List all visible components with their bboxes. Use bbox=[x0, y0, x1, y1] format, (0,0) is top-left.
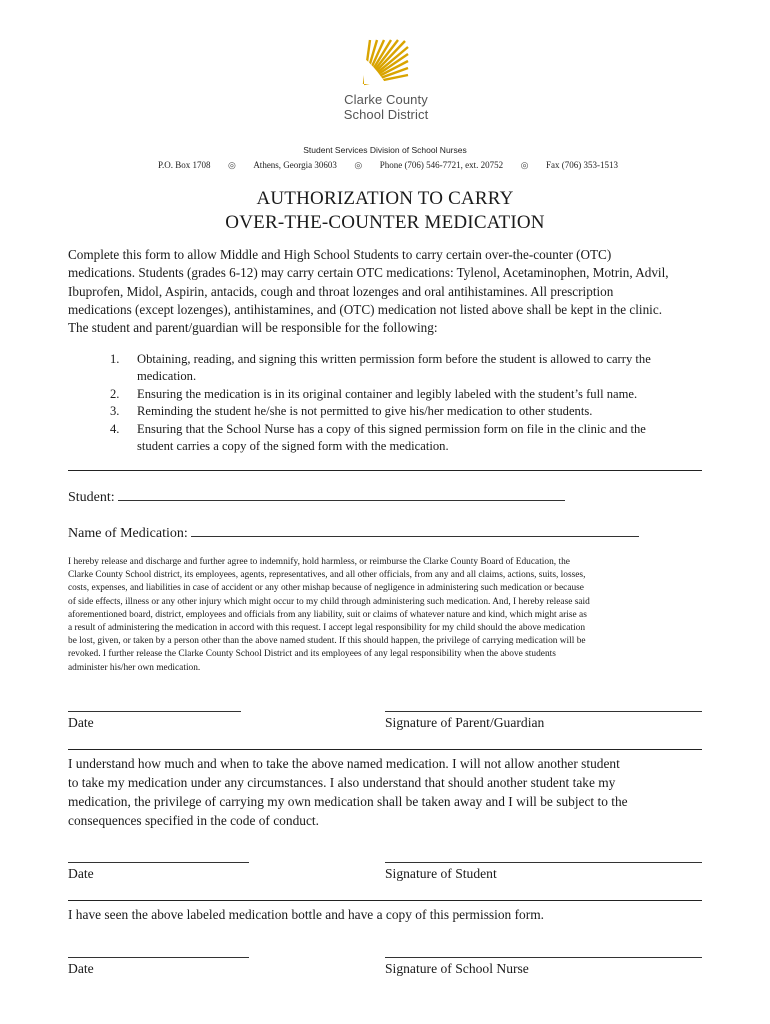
list-item bbox=[110, 351, 710, 386]
release-line: of side effects, illness or any other injury which might occur to my child through administering such medication. And, I hereby release said bbox=[68, 596, 590, 607]
statement-line: consequences specified in the code of conduct. bbox=[68, 813, 319, 828]
section-divider bbox=[68, 470, 702, 471]
responsibilities-list bbox=[110, 351, 710, 455]
medication-name-input[interactable] bbox=[191, 523, 639, 537]
title-line-2: OVER-THE-COUNTER MEDICATION bbox=[225, 212, 545, 233]
list-text: Reminding the student he/she is not permitted to give his/her medication to other students. bbox=[137, 404, 593, 419]
release-line: I hereby release and discharge and further agree to indemnify, hold harmless, or reimburse the Clarke County Board of Education, the bbox=[68, 557, 570, 567]
section-divider bbox=[68, 749, 702, 750]
list-item bbox=[110, 403, 710, 420]
parent-signature-label: Signature of Parent/Guardian bbox=[385, 715, 545, 730]
student-field bbox=[68, 487, 565, 506]
nurse-signature-line[interactable] bbox=[385, 957, 702, 958]
medication-label: Name of Medication: bbox=[68, 526, 188, 541]
list-text: student carries a copy of the signed form with the medication. bbox=[137, 439, 449, 454]
release-line: be lost, given, or taken by a person other than the above named student. If this should happen, the privilege of carrying medication will be bbox=[68, 636, 586, 647]
list-number: 2. bbox=[110, 386, 120, 401]
form-title bbox=[0, 187, 770, 235]
student-name-input[interactable] bbox=[118, 487, 565, 501]
release-line: a result of administering the medication in accord with this request. I accept legal responsibility for my child should the above medication bbox=[68, 623, 586, 634]
title-line-1: AUTHORIZATION TO CARRY bbox=[256, 188, 514, 209]
parent-signature-line[interactable] bbox=[385, 711, 702, 712]
intro-line: medications. Students (grades 6-12) may carry certain OTC medications: Tylenol, Acetaminophen, Motrin, Advil, bbox=[68, 265, 669, 281]
student-label: Student: bbox=[68, 490, 115, 505]
sunburst-logo-icon bbox=[362, 38, 410, 86]
student-signature-label: Signature of Student bbox=[385, 866, 497, 881]
list-number: 3. bbox=[110, 404, 120, 419]
release-line: revoked. I further release the Clarke County School District and its employees of any legal responsibility when the above students bbox=[68, 649, 556, 660]
logo-name-line1: Clarke County bbox=[344, 92, 428, 107]
nurse-date-label: Date bbox=[68, 961, 94, 976]
separator-icon: ◎ bbox=[520, 160, 529, 170]
list-item bbox=[110, 386, 710, 403]
list-number: 4. bbox=[110, 421, 120, 436]
student-signature-line[interactable] bbox=[385, 862, 702, 863]
statement-line: medication, the privilege of carrying my own medication shall be taken away and I will be subject to the bbox=[68, 794, 628, 809]
release-line: Clarke County School district, its employees, agents, representatives, and all other officials, from any and all claims, actions, suits, losses, bbox=[68, 570, 586, 581]
section-divider bbox=[68, 900, 702, 901]
nurse-statement: I have seen the above labeled medication bottle and have a copy of this permission form. bbox=[68, 907, 544, 922]
list-text: medication. bbox=[137, 369, 197, 384]
city-address: Athens, Georgia 30603 bbox=[253, 160, 337, 170]
list-item bbox=[110, 421, 710, 456]
parent-date-label: Date bbox=[68, 715, 94, 730]
contact-line bbox=[158, 160, 618, 171]
list-text: Obtaining, reading, and signing this written permission form before the student is allowed to carry the bbox=[137, 352, 651, 366]
intro-paragraph bbox=[68, 246, 708, 337]
list-number: 1. bbox=[110, 352, 120, 366]
release-line: administer his/her own medication. bbox=[68, 662, 201, 673]
phone-number: Phone (706) 546-7721, ext. 20752 bbox=[379, 160, 504, 170]
medication-field bbox=[68, 523, 639, 542]
nurse-signature-label: Signature of School Nurse bbox=[385, 961, 529, 976]
intro-line: Complete this form to allow Middle and High School Students to carry certain over-the-counter (OTC) bbox=[68, 247, 612, 262]
list-text: Ensuring the medication is in its original container and legibly labeled with the student’s full name. bbox=[137, 386, 638, 401]
statement-line: I understand how much and when to take the above named medication. I will not allow another student bbox=[68, 756, 620, 771]
release-line: costs, expenses, and liabilities in case of accident or any other mishap because of negligence in administering such medication or because bbox=[68, 583, 584, 594]
separator-icon: ◎ bbox=[354, 160, 363, 170]
fax-number: Fax (706) 353-1513 bbox=[545, 160, 618, 170]
nurse-date-line[interactable] bbox=[68, 957, 249, 958]
release-paragraph bbox=[68, 556, 708, 675]
student-date-line[interactable] bbox=[68, 862, 249, 863]
logo-name-line2: School District bbox=[343, 107, 429, 122]
release-line: aforementioned board, district, employees and officials from any liability, suit or claims of whatever nature and kind, which might arise as bbox=[68, 609, 587, 620]
statement-line: to take my medication under any circumstances. I also understand that should another student take my bbox=[68, 775, 616, 790]
intro-line: The student and parent/guardian will be responsible for the following: bbox=[68, 320, 438, 336]
intro-line: Ibuprofen, Midol, Aspirin, antacids, cough and throat lozenges and oral antihistamines. All prescription bbox=[68, 283, 614, 299]
intro-line: medications (except lozenges), antihistamines, and (OTC) medication not listed above shall be kept in the clinic. bbox=[68, 301, 662, 317]
po-box: P.O. Box 1708 bbox=[158, 160, 211, 170]
separator-icon: ◎ bbox=[227, 160, 236, 170]
parent-date-line[interactable] bbox=[68, 711, 241, 712]
list-text: Ensuring that the School Nurse has a copy of this signed permission form on file in the clinic and the bbox=[137, 421, 646, 436]
division-heading: Student Services Division of School Nurses bbox=[303, 145, 467, 155]
district-logo bbox=[336, 38, 436, 128]
student-date-label: Date bbox=[68, 866, 94, 881]
student-statement bbox=[68, 754, 708, 830]
